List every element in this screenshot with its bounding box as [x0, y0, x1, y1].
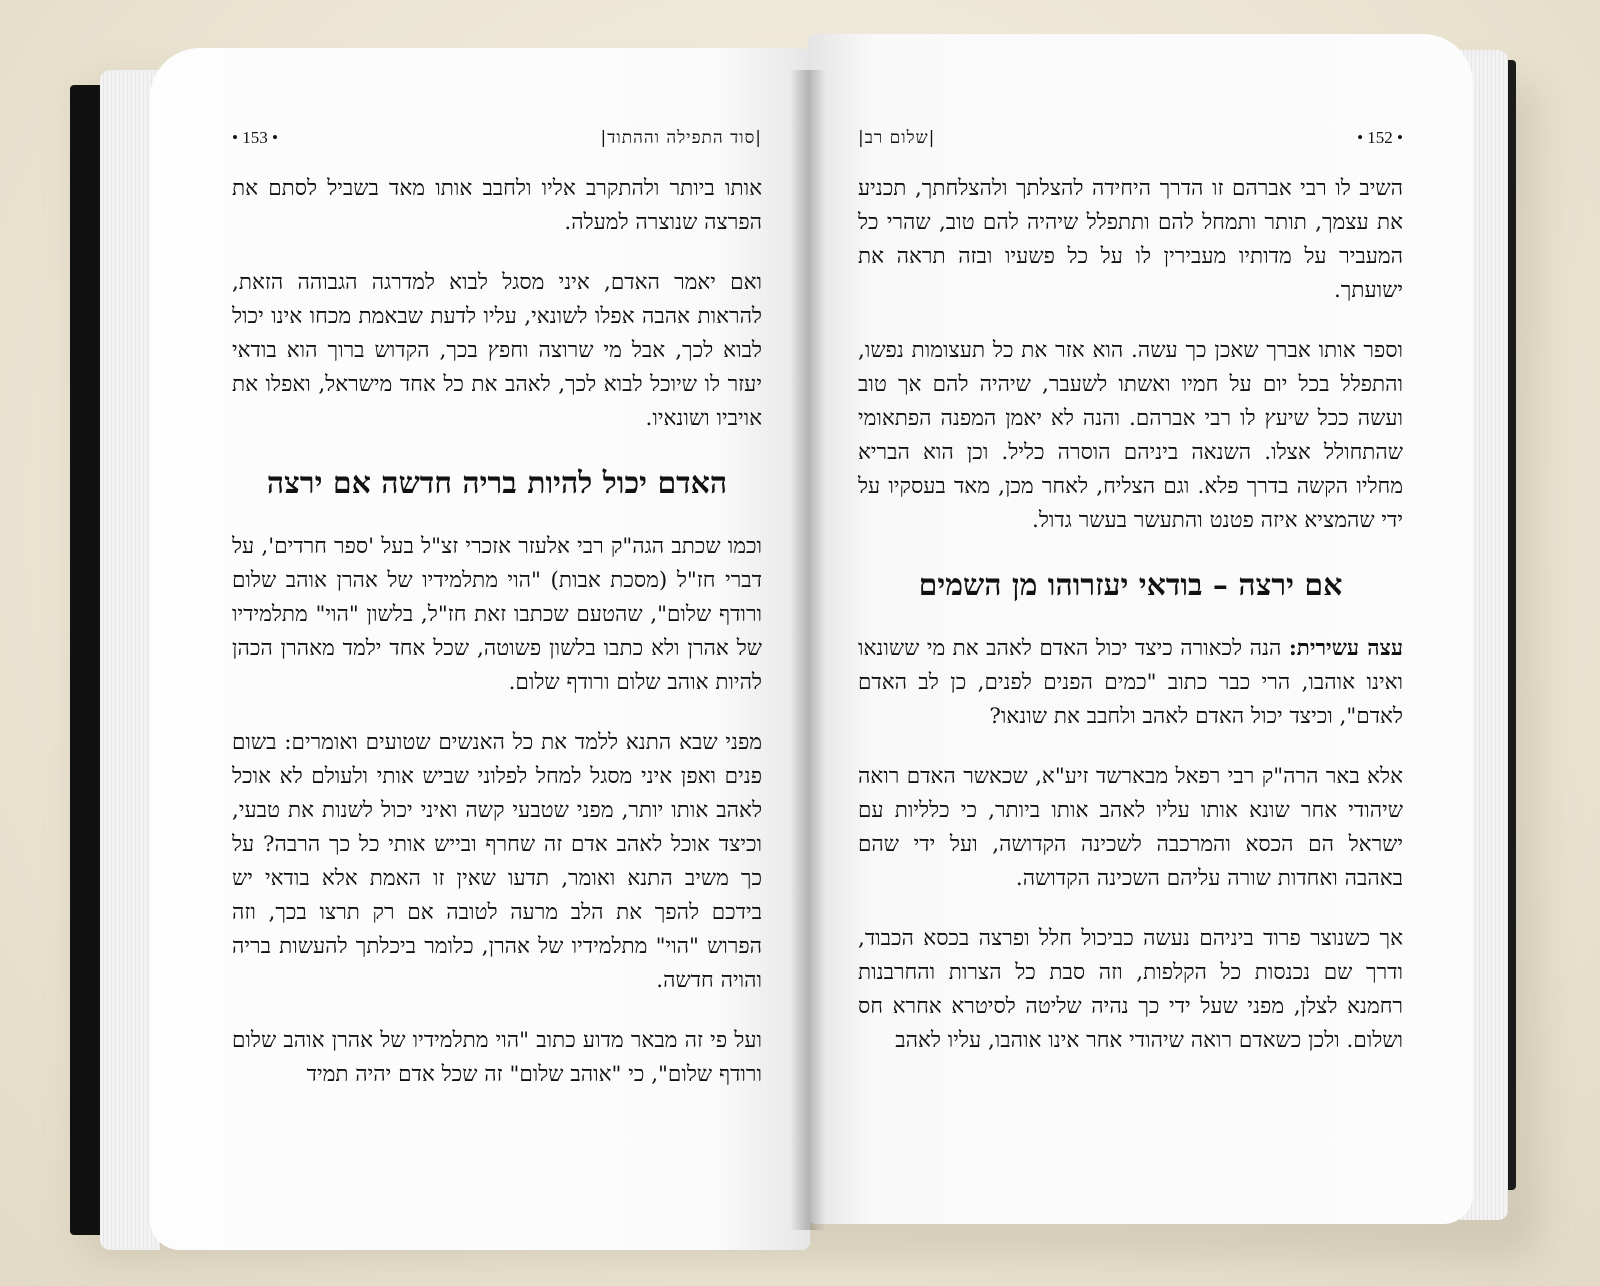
right-page [808, 34, 1473, 1224]
right-running-title: |שלום רב| [858, 128, 936, 148]
left-paragraph-2: ואם יאמר האדם, איני מסגל לבוא למדרגה הגבוהה הזאת, להראות אהבה אפלו לשונאי, עליו לדעת שבאמת מכחו אינו יכול לבוא לכך, אבל מי שרוצה וחפץ בכך, הקדוש ברוך הוא בודאי יעזר לו שיוכל לבוא לכך, לאהב את כל אחד מישראל, ואפלו את אויביו ושונאיו. [232, 270, 762, 431]
right-paragraph-3-text: הנה לכאורה כיצד יכול האדם לאהב את מי ששונאו ואינו אוהבו, הרי כבר כתוב "כמים הפנים לפנים, כן לב האדם לאדם", וכיצד יכול האדם לאהב ולחבב את שונאו? [858, 636, 1403, 729]
right-paragraph-3-lead: עצה עשירית: [1288, 636, 1404, 661]
right-paragraph-3 [858, 632, 1403, 734]
left-paragraph-4: מפני שבא התנא ללמד את כל האנשים שטועים ואומרים: בשום פנים ואפן איני מסגל למחל לפלוני שביש אותי ולעולם לא אוכל לאהב אותו יותר, מפני שטבעי קשה ואיני יכול לשנות את טבעי, וכיצד אוכל לאהב אדם זה שחרף ובייש אותי כל כך הרבה? על כך משיב התנא ואומר, תדעו שאין זו האמת אלא בודאי יש בידכם להפך את הלב מרעה לטובה אם רק תרצו בכך, וזה הפרוש "הוי" מתלמידיו של אהרן, כלומר ביכלתך להעשות בריה והויה חדשה. [232, 730, 762, 993]
left-paragraph-3: וכמו שכתב הגה"ק רבי אלעזר אזכרי זצ"ל בעל 'ספר חרדים', על דברי חז"ל (מסכת אבות) "הוי מתלמידיו של אהרן אוהב שלום ורודף שלום", שהטעם שכתבו זאת חז"ל, בלשון "הוי" מתלמידיו של אהרן ולא כתבו בלשון פשוטה, שכל אחד ילמד מאהרן הכהן להיות אוהב שלום ורודף שלום. [232, 534, 762, 695]
left-page [150, 48, 810, 1250]
right-paragraph-2: וספר אותו אברך שאכן כך עשה. הוא אזר את כל תעצומות נפשו, והתפלל בכל יום על חמיו ואשתו לשעבר, שיהיה להם אך טוב ועשה ככל שיעץ לו רבי אברהם. והנה לא יאמן המפנה הפתאומי שהתחולל אצלו. השנאה ביניהם הוסרה כליל. וכן הוא הבריא מחליו הקשה בדרך פלא. וגם הצליח, לאחר מכן, מאד בעסקיו על ידי שהמציא איזה פטנט והתעשר בעשר גדול. [858, 338, 1403, 533]
left-page-number: • 153 • [232, 128, 278, 147]
left-paragraph-5: ועל פי זה מבאר מדוע כתוב "הוי מתלמידיו של אהרן אוהב שלום ורודף שלום", כי "אוהב שלום" זה שכל אדם יהיה תמיד [232, 1028, 762, 1087]
left-running-title: |סוד התפילה וההתוד| [600, 128, 762, 148]
right-paragraph-5: אך כשנוצר פרוד ביניהם נעשה כביכול חלל ופרצה בכסא הכבוד, ודרך שם נכנסות כל הקלפות, וזה סבת כל הצרות והחרבנות רחמנא לצלן, מפני שעל ידי כך נהיה שליטה לסיטרא אחרא חס ושלום. ולכן כשאדם רואה שיהודי אחר אינו אוהבו, עליו לאהב [858, 926, 1403, 1053]
right-section-title: אם ירצה – בודאי יעזרוהו מן השמים [918, 568, 1343, 603]
right-page-header [858, 128, 1403, 148]
left-paragraph-1: אותו ביותר ולהתקרב אליו ולחבב אותו מאד בשביל לסתם את הפרצה שנוצרה למעלה. [232, 176, 762, 235]
book-gutter-shadow [790, 70, 826, 1230]
right-page-number: • 152 • [1357, 128, 1403, 147]
right-paragraph-1: השיב לו רבי אברהם זו הדרך היחידה להצלתך ולהצלחתך, תכניע את עצמך, תותר ותמחל להם ותתפלל שיהיה להם טוב, שהרי כל המעביר על מדותיו מעבירין לו על כל פשעיו ובזה תראה את ישועתך. [858, 176, 1403, 303]
left-page-header [232, 128, 762, 148]
right-paragraph-4: אלא באר הרה"ק רבי רפאל מבארשד זיע"א, שכאשר האדם רואה שיהודי אחר שונא אותו עליו לאהב אותו ביותר, כי כלליות עם ישראל הם הכסא והמרכבה לשכינה הקדושה, ועל ידי שהם באהבה ואחדות שורה עליהם השכינה הקדושה. [858, 764, 1403, 891]
left-section-title: האדם יכול להיות בריה חדשה אם ירצה [266, 466, 728, 501]
